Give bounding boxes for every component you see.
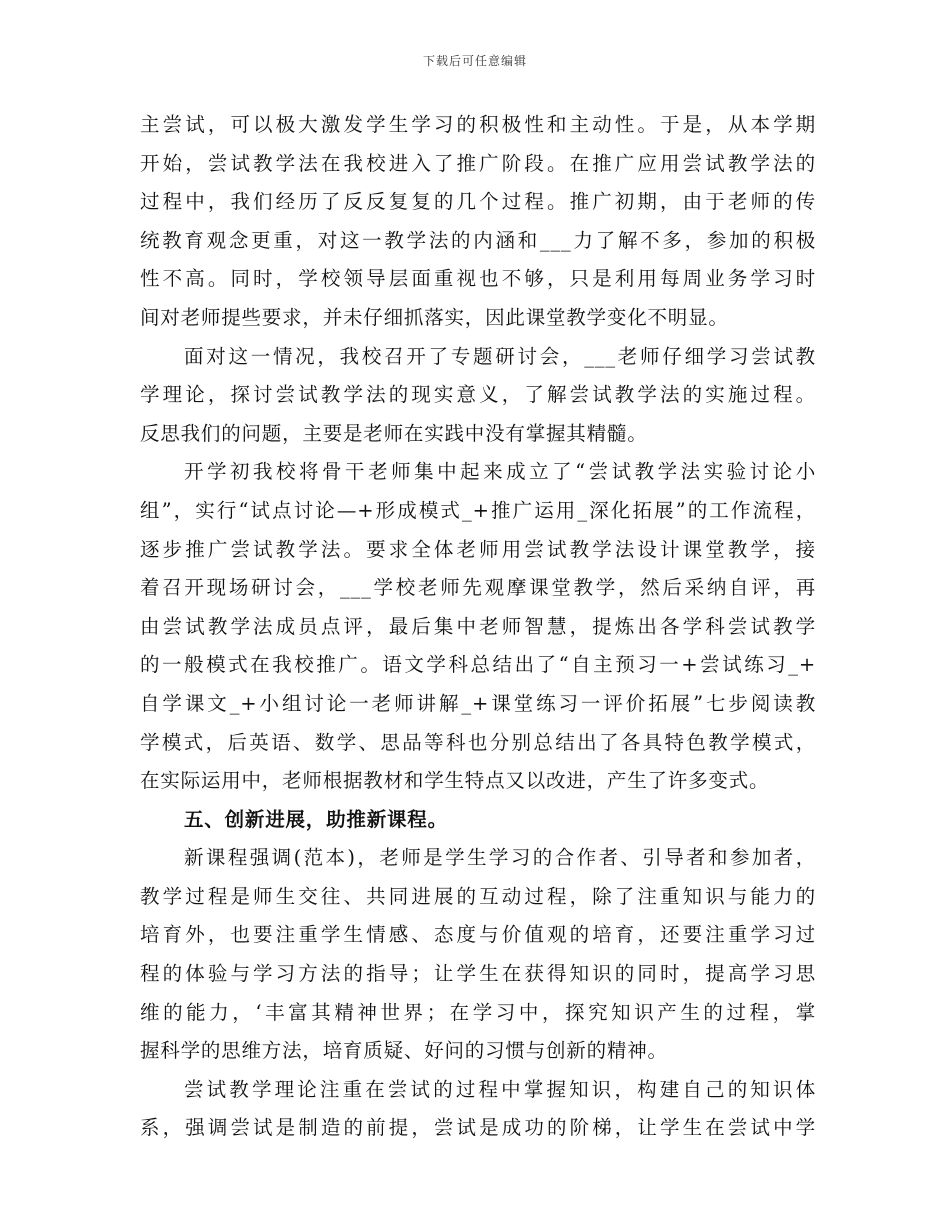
- body-line: 统教育观念更重，对这一教学法的内涵和___力了解不多，参加的积极: [140, 228, 816, 252]
- body-line: 开始，尝试教学法在我校进入了推广阶段。在推广应用尝试教学法的: [140, 151, 816, 175]
- body-line: 过程中，我们经历了反反复复的几个过程。推广初期，由于老师的传: [140, 190, 816, 214]
- body-line: 握科学的思维方法，培育质疑、好问的习惯与创新的精神。: [140, 1039, 668, 1063]
- body-line: 学理论，探讨尝试教学法的现实意义，了解尝试教学法的实施过程。: [140, 383, 816, 407]
- body-line: 教学过程是师生交往、共同进展的互动过程，除了注重知识与能力的: [140, 884, 816, 908]
- body-line: 学模式，后英语、数学、思品等科也分别总结出了各具特色教学模式，: [140, 730, 816, 754]
- body-line: 培育外，也要注重学生情感、态度与价值观的培育，还要注重学习过: [140, 923, 816, 947]
- body-line: 间对老师提些要求，并未仔细抓落实，因此课堂教学变化不明显。: [140, 305, 729, 329]
- body-line: 着召开现场研讨会，___学校老师先观摩课堂教学，然后采纳自评，再: [140, 576, 816, 600]
- page-header-note: 下载后可任意编辑: [422, 54, 527, 68]
- body-line: 维的能力，‘丰富其精神世界；在学习中，探究知识产生的过程，掌: [140, 1000, 816, 1024]
- body-line: 面对这一情况，我校召开了专题研讨会，___老师仔细学习尝试教: [184, 344, 816, 368]
- body-line: 新课程强调(范本)，老师是学生学习的合作者、引导者和参加者，: [184, 846, 816, 870]
- section-heading: 五、创新进展，助推新课程。: [184, 807, 448, 831]
- body-line: 程的体验与学习方法的指导；让学生在获得知识的同时，提高学习思: [140, 962, 816, 986]
- body-line: 在实际运用中，老师根据教材和学生特点又以改进，产生了许多变式。: [140, 769, 770, 793]
- body-line: 主尝试，可以极大激发学生学习的积极性和主动性。于是，从本学期: [140, 113, 816, 136]
- body-line: 性不高。同时，学校领导层面重视也不够，只是利用每周业务学习时: [140, 267, 816, 291]
- body-line: 系，强调尝试是制造的前提，尝试是成功的阶梯，让学生在尝试中学: [140, 1116, 816, 1140]
- document-body: [140, 106, 816, 1148]
- body-line: 开学初我校将骨干老师集中起来成立了“尝试教学法实验讨论小: [184, 460, 816, 484]
- body-line: 自学课文_+小组讨论一老师讲解_+课堂练习一评价拓展”七步阅读教: [140, 691, 816, 715]
- body-line: 尝试教学理论注重在尝试的过程中掌握知识，构建自己的知识体: [184, 1077, 816, 1101]
- body-line: 反思我们的问题，主要是老师在实践中没有掌握其精髓。: [140, 421, 648, 445]
- body-line: 由尝试教学法成员点评，最后集中老师智慧，提炼出各学科尝试教学: [140, 614, 816, 638]
- body-line: 的一般模式在我校推广。语文学科总结出了“自主预习一+尝试练习_+: [140, 653, 816, 677]
- body-line: 组”，实行“试点讨论—+形成模式_+推广运用_深化拓展”的工作流程，: [140, 498, 816, 522]
- body-line: 逐步推广尝试教学法。要求全体老师用尝试教学法设计课堂教学，接: [140, 537, 816, 561]
